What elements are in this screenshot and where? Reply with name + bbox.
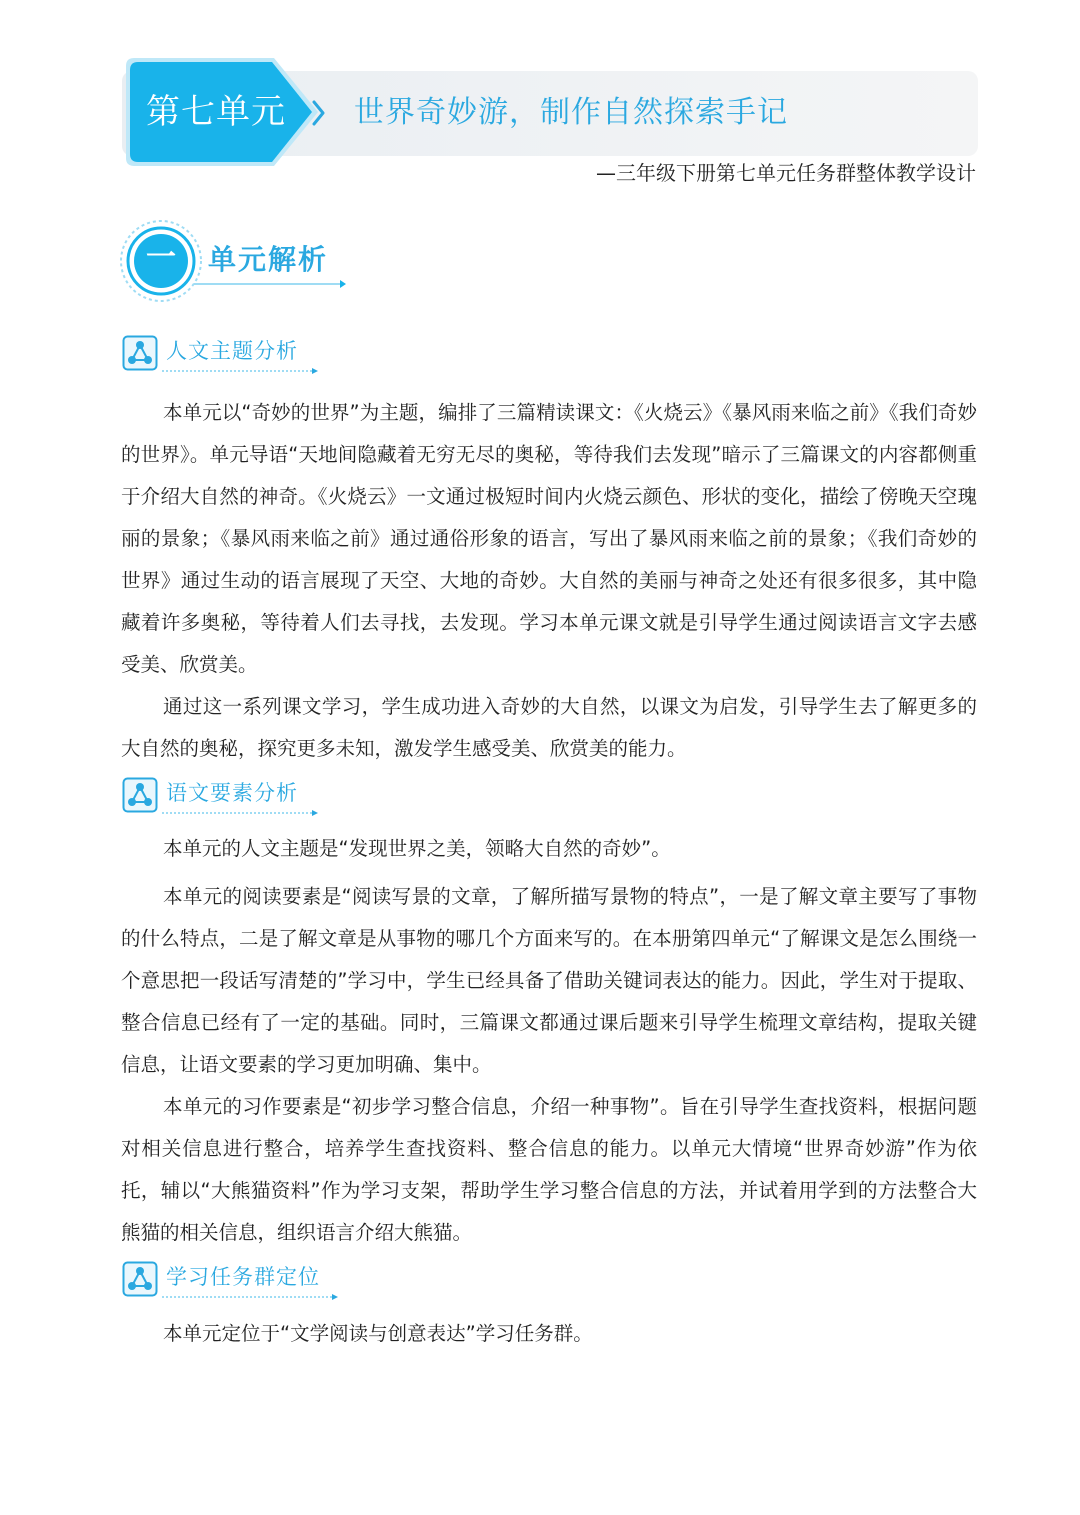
paragraph: 本单元的习作要素是“初步学习整合信息，介绍一种事物”。旨在引导学生查找资料，根据问题对相关信息进行整合，培养学生查找资料、整合信息的能力。以单元大情境“世界奇妙游”作为依托，辅以“大熊猫资料”作为学习支架，帮助学生学习整合信息的方法，并试着用学到的方法整合大熊猫的相关信息，组织语言介绍大熊猫。 <box>121 1095 977 1244</box>
unit-title: 世界奇妙游，制作自然探索手记 <box>354 95 788 130</box>
paragraph: 本单元以“奇妙的世界”为主题，编排了三篇精读课文：《火烧云》《暴风雨来临之前》《我们奇妙的世界》。单元导语“天地间隐藏着无穷无尽的奥秘，等待我们去发现”暗示了三篇课文的内容都侧重于介绍大自然的神奇。《火烧云》一文通过极短时间内火烧云颜色、形状的变化，描绘了傍晚天空瑰丽的景象；《暴风雨来临之前》通过通俗形象的语言，写出了暴风雨来临之前的景象；《我们奇妙的世界》通过生动的语言展现了天空、大地的奇妙。大自然的美丽与神奇之处还有很多很多，其中隐藏着许多奥秘，等待着人们去寻找，去发现。学习本单元课文就是引导学生通过阅读语言文字去感受美、欣赏美。 <box>121 401 977 676</box>
subheading-label: 语文要素分析 <box>166 781 298 805</box>
unit-subtitle: —三年级下册第七单元任务群整体教学设计 <box>596 161 976 185</box>
subheading-underline <box>162 368 322 376</box>
network-nodes-icon <box>122 335 158 371</box>
subheading-label: 人文主题分析 <box>166 339 298 363</box>
paragraph: 本单元的阅读要素是“阅读写景的文章，了解所描写景物的特点”，一是了解文章主要写了事物的什么特点，二是了解文章是从事物的哪几个方面来写的。在本册第四单元“了解课文是怎么围绕一个意思把一段话写清楚的”学习中，学生已经具备了借助关键词表达的能力。因此，学生对于提取、整合信息已经有了一定的基础。同时，三篇课文都通过课后题来引导学生梳理文章结构，提取关键信息，让语文要素的学习更加明确、集中。 <box>121 885 977 1076</box>
paragraph: 本单元的人文主题是“发现世界之美，领略大自然的奇妙”。 <box>163 837 671 860</box>
subheading-language <box>122 775 322 815</box>
subheading-task-group <box>122 1259 322 1299</box>
subheading-underline <box>162 810 322 818</box>
unit-label: 第七单元 <box>146 92 286 132</box>
subheading-underline <box>162 1294 342 1302</box>
section-number: 一 <box>146 240 176 275</box>
paragraph: 通过这一系列课文学习，学生成功进入奇妙的大自然，以课文为启发，引导学生去了解更多的大自然的奥秘，探究更多未知，激发学生感受美、欣赏美的能力。 <box>121 695 977 760</box>
paragraph: 本单元定位于“文学阅读与创意表达”学习任务群。 <box>163 1322 593 1345</box>
subheading-humanities <box>122 333 322 373</box>
network-nodes-icon <box>122 1261 158 1297</box>
section-title: 单元解析 <box>208 243 329 276</box>
network-nodes-icon <box>122 777 158 813</box>
chevron-right-icon <box>312 100 326 126</box>
subheading-label: 学习任务群定位 <box>166 1265 320 1289</box>
